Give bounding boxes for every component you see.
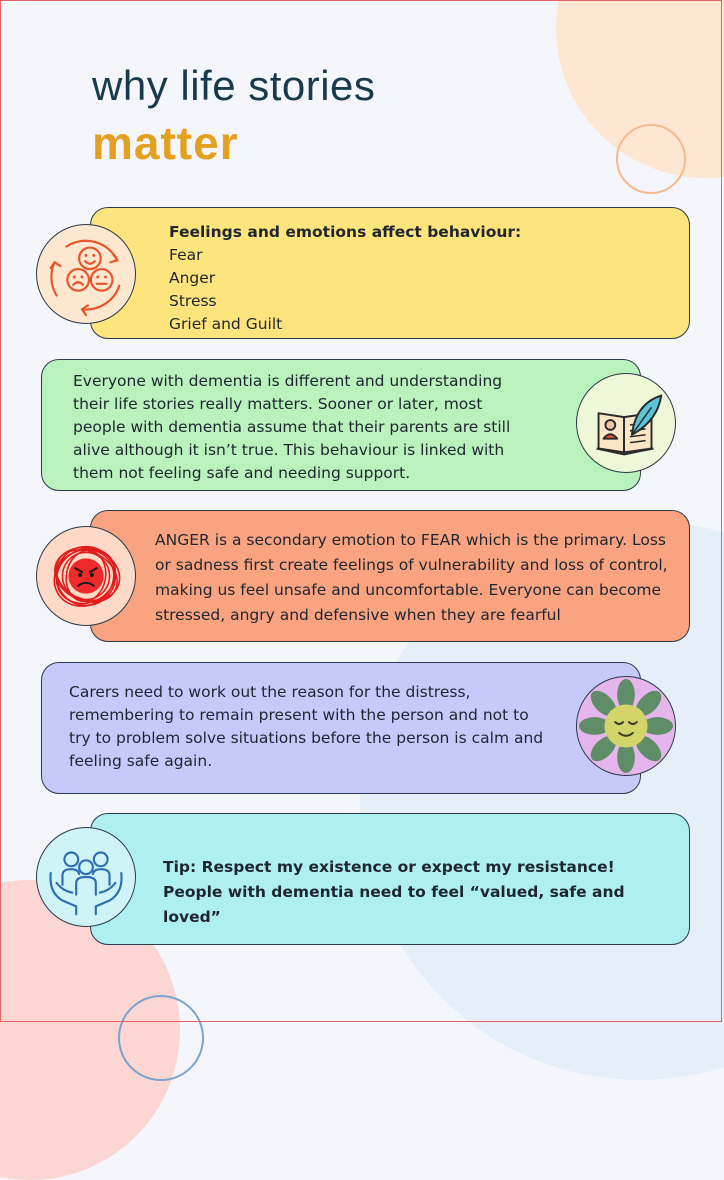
angry-scribble-face-icon	[36, 526, 136, 626]
emotion-faces-cycle-icon	[36, 224, 136, 324]
tip-line: Tip: Respect my existence or expect my resistance!	[163, 858, 615, 876]
open-book-quill-icon	[576, 373, 676, 473]
list-item: Anger	[169, 269, 216, 287]
card-feelings-emotions	[90, 207, 690, 339]
card-carers: Carers need to work out the reason for the distress, remembering to remain present with the person and not to try to problem solve situations before the person is calm and feeling safe again.	[41, 662, 641, 794]
card-tip	[90, 813, 690, 945]
page-title-accent: matter	[92, 117, 239, 169]
card-heading: Feelings and emotions affect behaviour:	[169, 223, 522, 241]
card-anger-fear: ANGER is a secondary emotion to FEAR which is the primary. Loss or sadness first create feelings of vulnerability and loss of control, making us feel unsafe and uncomfortable. Everyone can become stressed, angry and defensive when they are fearful	[90, 510, 690, 642]
list-item: Grief and Guilt	[169, 315, 283, 333]
list-item: Fear	[169, 246, 203, 264]
background-ring-blue	[118, 995, 204, 1081]
page-title: why life stories	[92, 62, 376, 109]
card-life-stories: Everyone with dementia is different and understanding their life stories really matters. Sooner or later, most people with dementia assume that their parents are still alive although it isn’t true. This behaviour is linked with them not feeling safe and needing support.	[41, 359, 641, 491]
caring-hands-people-icon	[36, 827, 136, 927]
calm-flower-face-icon	[576, 676, 676, 776]
background-ring-peach	[616, 124, 686, 194]
tip-line: People with dementia need to feel “valued, safe and loved”	[163, 883, 625, 926]
list-item: Stress	[169, 292, 217, 310]
